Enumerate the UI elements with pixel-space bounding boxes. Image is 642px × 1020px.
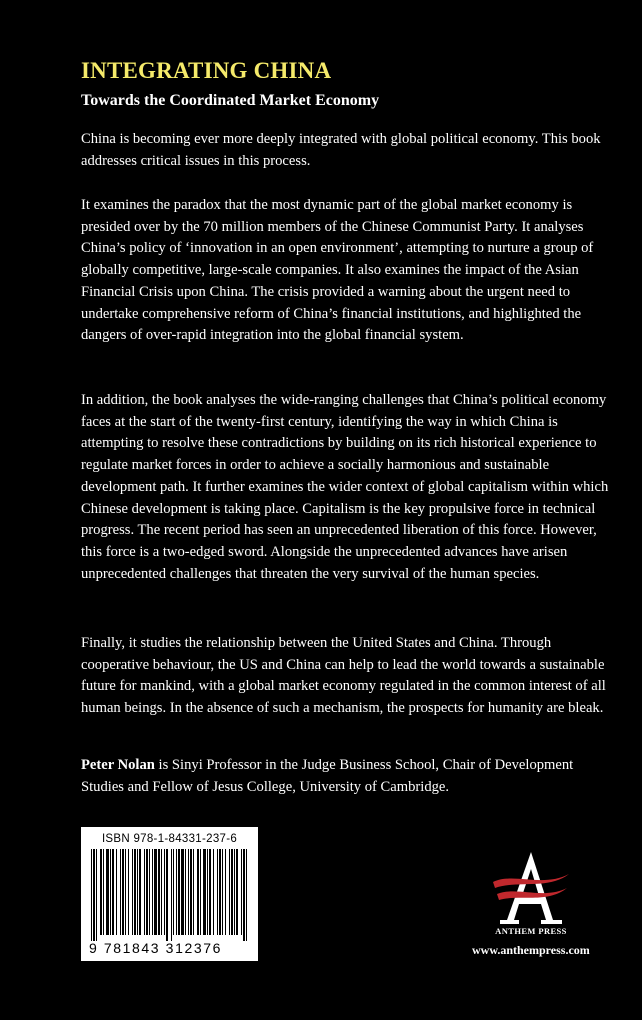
barcode-bar (176, 849, 177, 935)
barcode-bar (241, 849, 242, 935)
publisher-name: ANTHEM PRESS (495, 926, 567, 936)
barcode-bar (229, 849, 230, 935)
barcode-bar (188, 849, 189, 935)
barcode-bar (152, 849, 153, 935)
barcode-bars (91, 849, 249, 941)
barcode-bar (213, 849, 214, 935)
barcode-bar (122, 849, 124, 935)
anthem-a-logo-icon (491, 850, 571, 926)
barcode-bar (103, 849, 104, 935)
barcode-bar (154, 849, 157, 935)
blurb-paragraph-3: In addition, the book analyses the wide-ranging challenges that China’s political economy faces at the start of the twenty-first century, identifying the way in which China is attempting to resolve these contradictions by building on its rich historical experience to regulate market forces in order to achieve a socially harmonious and sustainable development path. It further examines the wider context of global capitalism within which Chinese development is taking place. Capitalism is the key propulsive force in technical progress. The recent period has seen an unprecedented liberation of this force. However, this force is a two-edged sword. Alongside the unprecedented advances have arisen unprecedented challenges that threaten the very survival of the human species. (81, 392, 609, 582)
barcode-bar (161, 849, 162, 935)
barcode-bar (166, 849, 168, 941)
barcode-bar (185, 849, 186, 935)
barcode-bar (149, 849, 150, 935)
barcode-bar (93, 849, 95, 941)
barcode-digits: 9 781843 312376 (89, 940, 222, 956)
barcode-bar (246, 849, 247, 941)
barcode-bar (234, 849, 235, 935)
publisher-url: www.anthempress.com (472, 943, 590, 957)
barcode-bar (100, 849, 102, 935)
barcode-bar (203, 849, 206, 935)
barcode-bar (231, 849, 233, 935)
barcode-bar (193, 849, 194, 935)
barcode-bar (181, 849, 184, 935)
barcode-bar (146, 849, 148, 935)
barcode-bar (128, 849, 129, 935)
barcode-bar (164, 849, 165, 935)
barcode-bar (125, 849, 126, 935)
barcode-bar (144, 849, 145, 935)
author-bio (81, 755, 611, 798)
barcode-bar (96, 849, 97, 941)
barcode-bar (137, 849, 138, 935)
barcode-bar (106, 849, 109, 935)
blurb-paragraph-2: It examines the paradox that the most dynamic part of the global market economy is presided over by the 70 million members of the Chinese Communist Party. It analyses China’s policy of ‘innovation in an open environment’, attempting to nurture a group of globally competitive, large-scale companies. It also examines the impact of the Asian Financial Crisis upon China. The crisis provided a warning about the urgent need to undertake comprehensive reform of China’s financial institutions, and highlighted the dangers of over-rapid integration into the global financial system. (81, 197, 594, 344)
barcode-bar (178, 849, 180, 935)
barcode-bar (171, 849, 172, 941)
barcode-bar (139, 849, 141, 935)
barcode-bar (132, 849, 133, 935)
barcode-bar (120, 849, 121, 935)
author-bio-text: is Sinyi Professor in the Judge Business School, Chair of Development Studies and Fellow of Jesus College, University of Cambridge. (81, 757, 574, 795)
blurb-paragraph-4: Finally, it studies the relationship between the United States and China. Through cooperative behaviour, the US and China can help to lead the world towards a sustainable future for mankind, with a global market economy regulated in the common interest of all human beings. In the absence of such a mechanism, the prospects for humanity are bleak. (81, 635, 606, 717)
barcode-bar (207, 849, 208, 935)
barcode-bar (91, 849, 92, 941)
barcode-bar (116, 849, 117, 935)
barcode-bar (222, 849, 223, 935)
barcode-bar (110, 849, 111, 935)
barcode-bar (197, 849, 199, 935)
barcode-bar (209, 849, 211, 935)
barcode-bar (173, 849, 174, 935)
author-name: Peter Nolan (81, 757, 155, 773)
book-subtitle: Towards the Coordinated Market Economy (81, 92, 380, 109)
barcode-bar (225, 849, 226, 935)
isbn-barcode (81, 827, 258, 961)
blurb-paragraph-1: China is becoming ever more deeply integrated with global political economy. This book addresses critical issues in this process. (81, 131, 601, 169)
isbn-label: ISBN 978-1-84331-237-6 (101, 833, 238, 845)
barcode-bar (112, 849, 114, 935)
barcode-bar (134, 849, 136, 935)
barcode-bar (236, 849, 238, 935)
barcode-bar (200, 849, 201, 935)
barcode-bar (217, 849, 218, 935)
barcode-bar (219, 849, 221, 935)
book-title: INTEGRATING CHINA (81, 58, 332, 83)
barcode-bar (243, 849, 245, 941)
barcode-bar (190, 849, 192, 935)
barcode-bar (158, 849, 160, 935)
